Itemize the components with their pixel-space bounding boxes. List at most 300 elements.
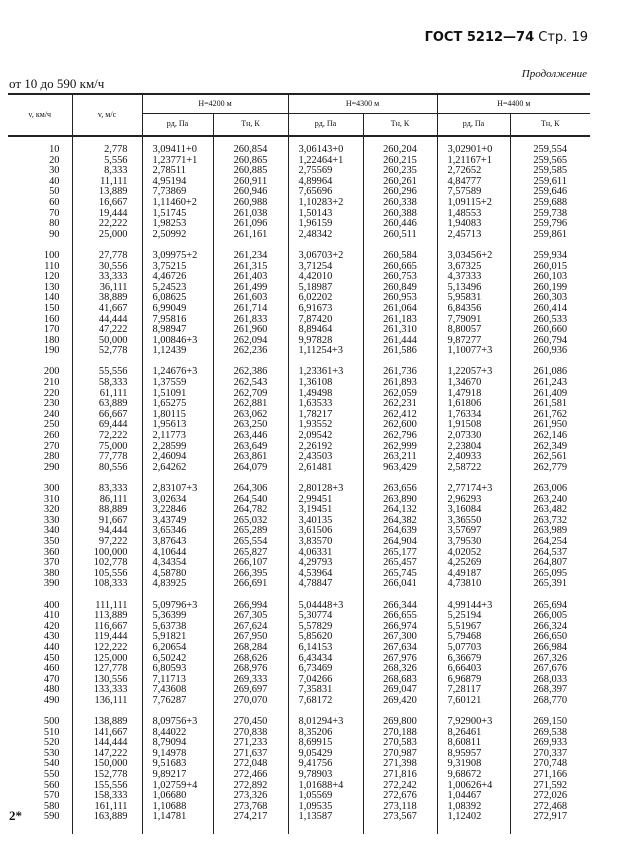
- pressure-4300-cell: 1,01688+4: [288, 781, 363, 792]
- pressure-4400-cell: 3,03456+2: [437, 251, 510, 262]
- speed-kmh-cell: 360: [43, 546, 60, 558]
- pressure-4300-cell: 2,26192: [288, 442, 363, 453]
- spacer-cell: [437, 590, 510, 601]
- pressure-4400-cell: 1,76334: [437, 410, 510, 421]
- pressure-4400-cell: 7,28117: [437, 685, 510, 696]
- speed-kmh-cell: 70: [49, 207, 60, 219]
- pressure-4400-cell: 1,34670: [437, 378, 510, 389]
- temp-4400-cell: 259,861: [510, 230, 590, 241]
- temp-4300-cell: 262,999: [363, 442, 437, 453]
- temp-4300-cell: 262,412: [363, 410, 437, 421]
- temp-4300-cell: 261,064: [363, 304, 437, 315]
- pressure-4200-cell: 8,09756+3: [142, 717, 213, 728]
- pressure-4400-cell: 2,96293: [437, 495, 510, 506]
- pressure-4300-cell: 3,06143+0: [288, 145, 363, 156]
- speed-ms-cell: 69,444: [72, 420, 142, 431]
- temp-4200-cell: 263,446: [213, 431, 288, 442]
- temp-4400-cell: 260,199: [510, 283, 590, 294]
- pressure-4200-cell: 1,11460+2: [142, 198, 213, 209]
- speed-ms-cell: 97,222: [72, 537, 142, 548]
- pressure-4200-cell: 7,73869: [142, 187, 213, 198]
- temp-4200-cell: 264,782: [213, 505, 288, 516]
- table-row: [8, 537, 590, 548]
- pressure-4400-cell: 5,95831: [437, 293, 510, 304]
- pressure-4300-cell: 7,65696: [288, 187, 363, 198]
- temp-4200-cell: 261,603: [213, 293, 288, 304]
- speed-ms-cell: 63,889: [72, 399, 142, 410]
- speed-ms-cell: 8,333: [72, 166, 142, 177]
- temp-4400-cell: 266,650: [510, 632, 590, 643]
- pressure-4300-cell: 5,85620: [288, 632, 363, 643]
- temp-4200-cell: 267,305: [213, 611, 288, 622]
- table-row: [8, 579, 590, 590]
- spacer-cell: [510, 823, 590, 834]
- temp-4300-cell: 260,446: [363, 219, 437, 230]
- temp-4400-cell: 272,026: [510, 791, 590, 802]
- temp-4400-cell: 259,796: [510, 219, 590, 230]
- speed-kmh-cell: 170: [43, 324, 60, 336]
- pressure-4300-cell: 1,05569: [288, 791, 363, 802]
- temp-4300-cell: 261,893: [363, 378, 437, 389]
- pressure-4400-cell: 5,79468: [437, 632, 510, 643]
- pressure-4200-cell: 6,80593: [142, 664, 213, 675]
- speed-kmh-cell: 380: [43, 567, 60, 579]
- speed-ms-cell: 125,000: [72, 654, 142, 665]
- temp-4300-cell: 260,388: [363, 209, 437, 220]
- pressure-4200-cell: 1,23771+1: [142, 156, 213, 167]
- temp-4300-cell: 963,429: [363, 463, 437, 474]
- temp-4200-cell: 262,543: [213, 378, 288, 389]
- pressure-4300-cell: 5,30774: [288, 611, 363, 622]
- spacer-cell: [142, 823, 213, 834]
- temp-4400-cell: 266,324: [510, 622, 590, 633]
- pressure-4200-cell: 4,95194: [142, 177, 213, 188]
- temp-4400-cell: 267,326: [510, 654, 590, 665]
- temp-4400-cell: 272,917: [510, 812, 590, 823]
- temp-4300-cell: 266,344: [363, 601, 437, 612]
- temp-4300-cell: 264,904: [363, 537, 437, 548]
- pressure-4200-cell: 1,10688: [142, 802, 213, 813]
- pressure-4200-cell: 1,24676+3: [142, 367, 213, 378]
- pressure-4300-cell: 1,23361+3: [288, 367, 363, 378]
- temp-4400-cell: 263,006: [510, 484, 590, 495]
- speed-kmh-cell: 500: [43, 716, 60, 728]
- pressure-4400-cell: 2,07330: [437, 431, 510, 442]
- temp-4200-cell: 263,062: [213, 410, 288, 421]
- temp-4400-cell: 261,762: [510, 410, 590, 421]
- temp-4400-cell: 259,585: [510, 166, 590, 177]
- pressure-4300-cell: 2,75569: [288, 166, 363, 177]
- temp-4400-cell: 269,538: [510, 728, 590, 739]
- temp-4300-cell: 260,338: [363, 198, 437, 209]
- spacer-cell: [142, 590, 213, 601]
- pressure-4200-cell: 6,99049: [142, 304, 213, 315]
- pressure-4200-cell: 2,28599: [142, 442, 213, 453]
- temp-4300-cell: 266,655: [363, 611, 437, 622]
- pressure-4200-cell: 1,06680: [142, 791, 213, 802]
- temp-4200-cell: 268,976: [213, 664, 288, 675]
- pressure-4200-cell: 6,08625: [142, 293, 213, 304]
- speed-kmh-cell: 260: [43, 430, 60, 442]
- temp-4400-cell: 268,397: [510, 685, 590, 696]
- temp-4300-cell: 269,800: [363, 717, 437, 728]
- temp-4200-cell: 265,289: [213, 526, 288, 537]
- pressure-4400-cell: 4,84777: [437, 177, 510, 188]
- speed-ms-cell: 141,667: [72, 728, 142, 739]
- temp-4200-cell: 270,450: [213, 717, 288, 728]
- temp-4400-cell: 271,592: [510, 781, 590, 792]
- temp-4200-cell: 261,833: [213, 315, 288, 326]
- temp-4300-cell: 265,457: [363, 558, 437, 569]
- pressure-4200-cell: 2,64262: [142, 463, 213, 474]
- speed-kmh-cell: 470: [43, 673, 60, 685]
- temp-4300-cell: 260,584: [363, 251, 437, 262]
- temp-4200-cell: 268,626: [213, 654, 288, 665]
- standard-number: ГОСТ 5212—74: [424, 30, 535, 45]
- speed-ms-cell: 25,000: [72, 230, 142, 241]
- table-row: [8, 145, 590, 156]
- speed-kmh-cell: 340: [43, 525, 60, 537]
- pressure-4400-cell: 1,61806: [437, 399, 510, 410]
- pressure-4400-cell: 7,79091: [437, 315, 510, 326]
- pressure-4300-cell: 1,63533: [288, 399, 363, 410]
- temp-4400-cell: 260,936: [510, 346, 590, 357]
- speed-kmh-cell: 140: [43, 292, 60, 304]
- speed-ms-cell: 161,111: [72, 802, 142, 813]
- pressure-4200-cell: 1,51091: [142, 389, 213, 400]
- pressure-4200-cell: 1,98253: [142, 219, 213, 230]
- speed-kmh-cell: 350: [43, 535, 60, 547]
- sub-header-pressure: pд, Па: [288, 114, 363, 137]
- speed-kmh-cell: 490: [43, 694, 60, 706]
- temp-4300-cell: 271,398: [363, 759, 437, 770]
- speed-ms-cell: 22,222: [72, 219, 142, 230]
- speed-ms-cell: 113,889: [72, 611, 142, 622]
- pressure-4200-cell: 3,87643: [142, 537, 213, 548]
- pressure-4300-cell: 7,68172: [288, 696, 363, 707]
- temp-4200-cell: 262,236: [213, 346, 288, 357]
- speed-kmh-cell: 80: [49, 218, 60, 230]
- speed-ms-cell: 158,333: [72, 791, 142, 802]
- speed-ms-cell: 19,444: [72, 209, 142, 220]
- spacer-cell: [213, 823, 288, 834]
- pressure-4400-cell: 9,31908: [437, 759, 510, 770]
- temp-4300-cell: 262,600: [363, 420, 437, 431]
- pressure-4200-cell: 2,46094: [142, 452, 213, 463]
- temp-4400-cell: 272,468: [510, 802, 590, 813]
- pressure-4400-cell: 7,57589: [437, 187, 510, 198]
- pressure-4300-cell: 7,35831: [288, 685, 363, 696]
- spacer-row: [8, 823, 590, 834]
- speed-kmh-cell: 450: [43, 652, 60, 664]
- sub-header-pressure: pд, Па: [142, 114, 213, 137]
- temp-4200-cell: 270,070: [213, 696, 288, 707]
- temp-4200-cell: 266,994: [213, 601, 288, 612]
- speed-kmh-cell: 590: [43, 811, 60, 823]
- temp-4300-cell: 267,300: [363, 632, 437, 643]
- footer-mark: 2*: [9, 808, 22, 823]
- speed-kmh-cell: 130: [43, 281, 60, 293]
- temp-4200-cell: 260,854: [213, 145, 288, 156]
- spacer-cell: [8, 473, 72, 484]
- pressure-4300-cell: 1,36108: [288, 378, 363, 389]
- pressure-4300-cell: 2,99451: [288, 495, 363, 506]
- temp-4200-cell: 272,892: [213, 781, 288, 792]
- pressure-4400-cell: 4,49187: [437, 569, 510, 580]
- pressure-4400-cell: 8,95957: [437, 749, 510, 760]
- pressure-4200-cell: 1,02759+4: [142, 781, 213, 792]
- temp-4200-cell: 268,284: [213, 643, 288, 654]
- speed-ms-cell: 75,000: [72, 442, 142, 453]
- pressure-4300-cell: 1,11254+3: [288, 346, 363, 357]
- speed-kmh-cell: 440: [43, 641, 60, 653]
- spacer-cell: [8, 240, 72, 251]
- pressure-4200-cell: 6,50242: [142, 654, 213, 665]
- temp-4200-cell: 262,881: [213, 399, 288, 410]
- pressure-4300-cell: 3,40135: [288, 516, 363, 527]
- group-header-4300: H=4300 м: [288, 94, 437, 114]
- speed-kmh-cell: 110: [44, 260, 60, 272]
- temp-4200-cell: 261,234: [213, 251, 288, 262]
- pressure-4200-cell: 4,34354: [142, 558, 213, 569]
- pressure-4300-cell: 9,05429: [288, 749, 363, 760]
- temp-4400-cell: 264,537: [510, 548, 590, 559]
- pressure-4200-cell: 1,65275: [142, 399, 213, 410]
- temp-4400-cell: 266,984: [510, 643, 590, 654]
- speed-ms-cell: 111,111: [72, 601, 142, 612]
- pressure-4200-cell: 8,79094: [142, 738, 213, 749]
- temp-4400-cell: 261,086: [510, 367, 590, 378]
- table-row: [8, 696, 590, 707]
- pressure-4400-cell: 3,67325: [437, 262, 510, 273]
- speed-ms-cell: 86,111: [72, 495, 142, 506]
- pressure-4400-cell: 7,92900+3: [437, 717, 510, 728]
- temp-4300-cell: 262,059: [363, 389, 437, 400]
- pressure-4400-cell: 1,08392: [437, 802, 510, 813]
- speed-ms-cell: 88,889: [72, 505, 142, 516]
- table-row: [8, 643, 590, 654]
- speed-kmh-cell: 330: [43, 514, 60, 526]
- temp-4300-cell: 260,953: [363, 293, 437, 304]
- temp-4200-cell: 266,107: [213, 558, 288, 569]
- temp-4200-cell: 274,217: [213, 812, 288, 823]
- temp-4400-cell: 259,646: [510, 187, 590, 198]
- temp-4300-cell: 260,204: [363, 145, 437, 156]
- pressure-4400-cell: 4,99144+3: [437, 601, 510, 612]
- speed-ms-cell: 147,222: [72, 749, 142, 760]
- speed-kmh-cell: 280: [43, 451, 60, 463]
- temp-4200-cell: 261,038: [213, 209, 288, 220]
- speed-ms-cell: 11,111: [72, 177, 142, 188]
- temp-4300-cell: 261,183: [363, 315, 437, 326]
- pressure-4200-cell: 1,95613: [142, 420, 213, 431]
- speed-kmh-cell: 510: [43, 726, 60, 738]
- speed-ms-cell: 52,778: [72, 346, 142, 357]
- pressure-4200-cell: 1,12439: [142, 346, 213, 357]
- speed-ms-cell: 130,556: [72, 675, 142, 686]
- pressure-4400-cell: 9,68672: [437, 770, 510, 781]
- pressure-4200-cell: 3,65346: [142, 526, 213, 537]
- pressure-4300-cell: 8,69915: [288, 738, 363, 749]
- speed-ms-cell: 80,556: [72, 463, 142, 474]
- speed-ms-cell: 2,778: [72, 145, 142, 156]
- temp-4300-cell: 265,745: [363, 569, 437, 580]
- speed-ms-cell: 136,111: [72, 696, 142, 707]
- temp-4400-cell: 260,533: [510, 315, 590, 326]
- pressure-4400-cell: 1,48553: [437, 209, 510, 220]
- temp-4400-cell: 263,732: [510, 516, 590, 527]
- pressure-4400-cell: 2,58722: [437, 463, 510, 474]
- pressure-4400-cell: 1,10077+3: [437, 346, 510, 357]
- pressure-4200-cell: 3,02634: [142, 495, 213, 506]
- table-row: [8, 198, 590, 209]
- temp-4300-cell: 263,656: [363, 484, 437, 495]
- temp-4200-cell: 260,865: [213, 156, 288, 167]
- temp-4200-cell: 262,386: [213, 367, 288, 378]
- pressure-4200-cell: 9,14978: [142, 749, 213, 760]
- pressure-4200-cell: 1,51745: [142, 209, 213, 220]
- speed-ms-cell: 47,222: [72, 325, 142, 336]
- pressure-4200-cell: 7,43608: [142, 685, 213, 696]
- speed-kmh-cell: 40: [49, 175, 60, 187]
- temp-4400-cell: 262,561: [510, 452, 590, 463]
- pressure-4200-cell: 9,89217: [142, 770, 213, 781]
- pressure-4400-cell: 3,36550: [437, 516, 510, 527]
- speed-ms-cell: 27,778: [72, 251, 142, 262]
- sub-header-temperature: Tн, К: [213, 114, 288, 137]
- speed-ms-cell: 13,889: [72, 187, 142, 198]
- pressure-4200-cell: 5,91821: [142, 632, 213, 643]
- speed-ms-cell: 91,667: [72, 516, 142, 527]
- speed-ms-cell: 150,000: [72, 759, 142, 770]
- pressure-4300-cell: 4,78847: [288, 579, 363, 590]
- temp-4200-cell: 261,315: [213, 262, 288, 273]
- table-row: [8, 812, 590, 823]
- pressure-4400-cell: 6,96879: [437, 675, 510, 686]
- temp-4200-cell: 261,096: [213, 219, 288, 230]
- pressure-4200-cell: 4,10644: [142, 548, 213, 559]
- table-row: [8, 251, 590, 262]
- speed-kmh-cell: 150: [43, 302, 60, 314]
- speed-kmh-cell: 100: [43, 249, 60, 261]
- temp-4200-cell: 271,233: [213, 738, 288, 749]
- speed-ms-cell: 100,000: [72, 548, 142, 559]
- temp-4400-cell: 269,150: [510, 717, 590, 728]
- pressure-4400-cell: 5,07703: [437, 643, 510, 654]
- temp-4400-cell: 265,095: [510, 569, 590, 580]
- temp-4300-cell: 264,639: [363, 526, 437, 537]
- speed-kmh-cell: 190: [43, 345, 60, 357]
- temp-4400-cell: 264,254: [510, 537, 590, 548]
- pressure-4400-cell: 6,36679: [437, 654, 510, 665]
- speed-ms-cell: 144,444: [72, 738, 142, 749]
- pressure-4300-cell: 6,73469: [288, 664, 363, 675]
- speed-kmh-cell: 430: [43, 631, 60, 643]
- pressure-4200-cell: 8,98947: [142, 325, 213, 336]
- temp-4200-cell: 271,637: [213, 749, 288, 760]
- temp-4200-cell: 263,649: [213, 442, 288, 453]
- pressure-4400-cell: 5,13496: [437, 283, 510, 294]
- pressure-4300-cell: 3,19451: [288, 505, 363, 516]
- temp-4400-cell: 268,770: [510, 696, 590, 707]
- pressure-4200-cell: 5,36399: [142, 611, 213, 622]
- temp-4200-cell: 266,395: [213, 569, 288, 580]
- temp-4400-cell: 261,243: [510, 378, 590, 389]
- temp-4200-cell: 273,326: [213, 791, 288, 802]
- pressure-4400-cell: 1,91508: [437, 420, 510, 431]
- temp-4200-cell: 261,161: [213, 230, 288, 241]
- speed-kmh-cell: 560: [43, 779, 60, 791]
- spacer-cell: [363, 823, 437, 834]
- speed-ms-cell: 155,556: [72, 781, 142, 792]
- speed-ms-cell: 138,889: [72, 717, 142, 728]
- temp-4300-cell: 268,683: [363, 675, 437, 686]
- temp-4400-cell: 263,989: [510, 526, 590, 537]
- temp-4200-cell: 263,250: [213, 420, 288, 431]
- pressure-4300-cell: 8,35206: [288, 728, 363, 739]
- pressure-4300-cell: 1,49498: [288, 389, 363, 400]
- pressure-4200-cell: 3,22846: [142, 505, 213, 516]
- pressure-4300-cell: 6,91673: [288, 304, 363, 315]
- temp-4200-cell: 261,714: [213, 304, 288, 315]
- pressure-4300-cell: 9,41756: [288, 759, 363, 770]
- pressure-4400-cell: 2,40933: [437, 452, 510, 463]
- temp-4400-cell: 259,934: [510, 251, 590, 262]
- pressure-4300-cell: 6,43434: [288, 654, 363, 665]
- speed-kmh-cell: 580: [43, 800, 60, 812]
- pressure-4400-cell: 8,26461: [437, 728, 510, 739]
- pressure-4300-cell: 1,09535: [288, 802, 363, 813]
- pressure-4400-cell: 9,87277: [437, 336, 510, 347]
- temp-4200-cell: 264,306: [213, 484, 288, 495]
- speed-kmh-cell: 520: [43, 737, 60, 749]
- temp-4300-cell: 263,211: [363, 452, 437, 463]
- pressure-4200-cell: 4,58780: [142, 569, 213, 580]
- temp-4300-cell: 263,890: [363, 495, 437, 506]
- temp-4200-cell: 264,079: [213, 463, 288, 474]
- speed-kmh-cell: 480: [43, 684, 60, 696]
- spacer-cell: [213, 590, 288, 601]
- pressure-4400-cell: 4,73810: [437, 579, 510, 590]
- speed-ms-cell: 33,333: [72, 272, 142, 283]
- dynamic-pressure-table: [8, 93, 590, 834]
- pressure-4300-cell: 7,04266: [288, 675, 363, 686]
- speed-kmh-cell: 390: [43, 578, 60, 590]
- temp-4400-cell: 261,950: [510, 420, 590, 431]
- pressure-4400-cell: 8,80057: [437, 325, 510, 336]
- temp-4300-cell: 272,676: [363, 791, 437, 802]
- temp-4200-cell: 265,827: [213, 548, 288, 559]
- pressure-4300-cell: 4,89964: [288, 177, 363, 188]
- temp-4200-cell: 265,032: [213, 516, 288, 527]
- speed-ms-cell: 116,667: [72, 622, 142, 633]
- pressure-4200-cell: 1,37559: [142, 378, 213, 389]
- pressure-4300-cell: 6,14153: [288, 643, 363, 654]
- temp-4400-cell: 263,240: [510, 495, 590, 506]
- temp-4400-cell: 259,688: [510, 198, 590, 209]
- speed-kmh-cell: 300: [43, 483, 60, 494]
- temp-4200-cell: 269,697: [213, 685, 288, 696]
- speed-ms-cell: 72,222: [72, 431, 142, 442]
- pressure-4200-cell: 5,09796+3: [142, 601, 213, 612]
- spacer-cell: [8, 136, 72, 145]
- pressure-4400-cell: 2,23804: [437, 442, 510, 453]
- speed-ms-cell: 61,111: [72, 389, 142, 400]
- speed-kmh-cell: 270: [43, 440, 60, 452]
- group-header-4200: H=4200 м: [142, 94, 288, 114]
- pressure-4400-cell: 2,45713: [437, 230, 510, 241]
- pressure-4300-cell: 1,78217: [288, 410, 363, 421]
